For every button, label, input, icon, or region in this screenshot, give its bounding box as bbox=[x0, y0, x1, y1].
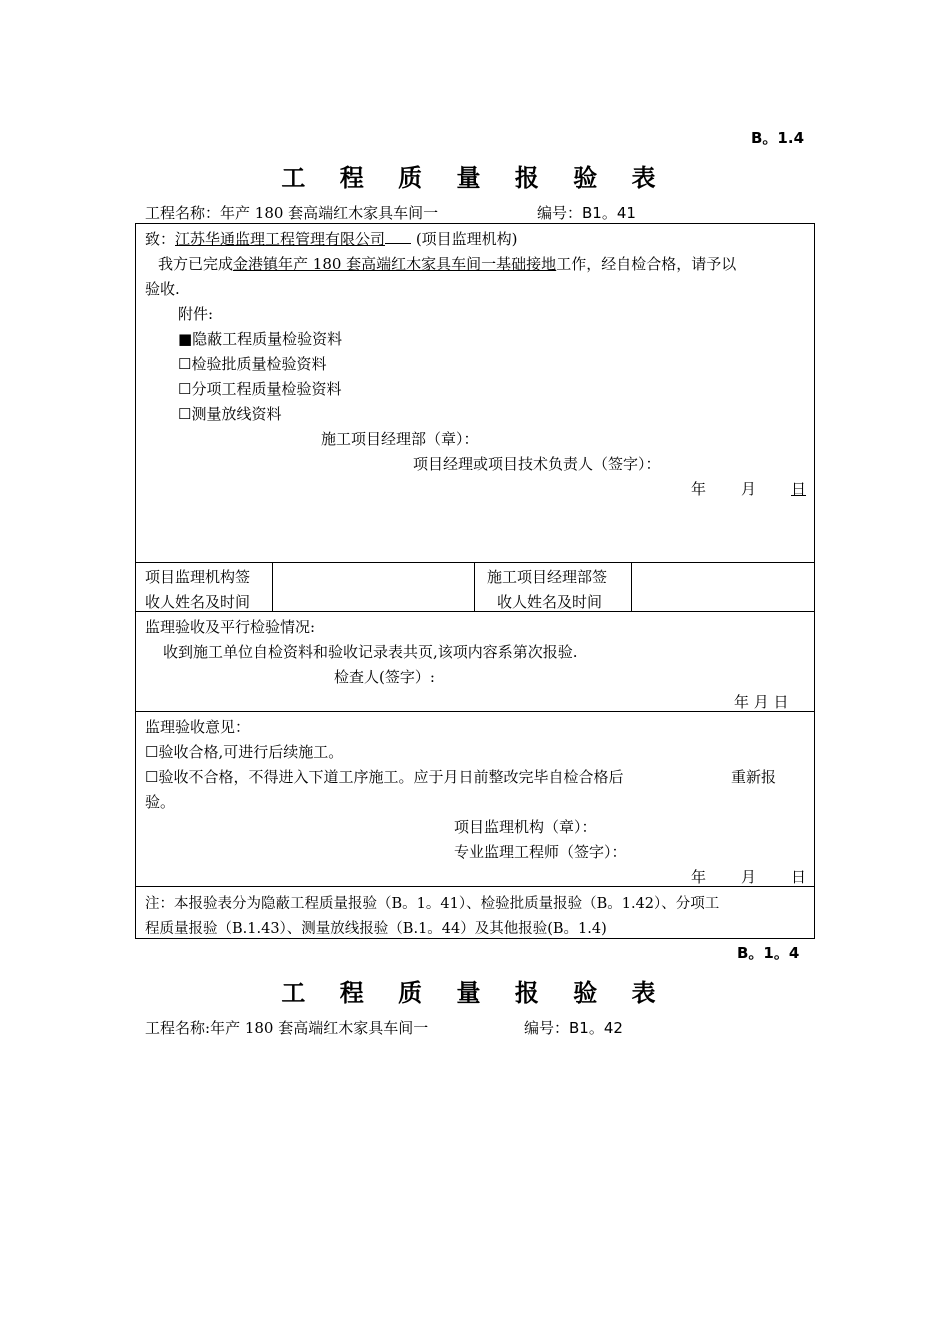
statement-line2: 验收. bbox=[145, 280, 180, 298]
supervisor-name: 江苏华通监理工程管理有限公司 bbox=[175, 230, 386, 248]
to-label: 致： bbox=[145, 230, 176, 248]
page-title: 工 程 质 量 报 验 表 bbox=[281, 164, 669, 192]
date-day: 日 bbox=[791, 480, 807, 498]
number-label-2: 编号： bbox=[524, 1019, 570, 1037]
option-fail-tail: 重新报 bbox=[731, 768, 777, 786]
project-name-line bbox=[145, 202, 438, 223]
attachment-sub-item: ☐分项工程质量检验资料 bbox=[178, 380, 342, 398]
option-fail-line2: 验。 bbox=[145, 793, 176, 811]
underline-gap bbox=[385, 233, 411, 244]
check-date: 年 月 日 bbox=[734, 693, 789, 711]
option-fail: ☐验收不合格，不得进入下道工序施工。应于月日前整改完毕自检合格后 bbox=[145, 768, 624, 786]
check-heading: 监理验收及平行检验情况: bbox=[145, 618, 316, 636]
opinion-date-year: 年 bbox=[691, 868, 707, 886]
addressee-line bbox=[145, 228, 518, 249]
project-name-line-2 bbox=[145, 1017, 428, 1038]
inspector-signature: 检查人(签字）: bbox=[334, 668, 435, 686]
page-title-2: 工 程 质 量 报 验 表 bbox=[281, 979, 669, 1007]
divider bbox=[474, 562, 475, 611]
manager-signature: 项目经理或项目技术负责人（签字）： bbox=[413, 455, 661, 473]
project-label-2: 工程名称: bbox=[145, 1019, 211, 1037]
supervisor-suffix: (项目监理机构) bbox=[415, 230, 518, 248]
project-name-2: 年产 180 套高端红木家具车间一 bbox=[210, 1019, 429, 1037]
contractor-receiver-label-2: 收人姓名及时间 bbox=[497, 593, 603, 611]
divider bbox=[272, 562, 273, 611]
attachment-inspection-lot: ☐检验批质量检验资料 bbox=[178, 355, 327, 373]
attachment-hidden-works: ■隐蔽工程质量检验资料 bbox=[178, 330, 343, 348]
number-value-2: B1。42 bbox=[569, 1019, 623, 1037]
form-code: B。1.4 bbox=[751, 129, 805, 147]
opinion-heading: 监理验收意见： bbox=[145, 718, 251, 736]
opinion-date-day: 日 bbox=[791, 868, 807, 886]
form-number bbox=[537, 202, 636, 223]
completion-statement bbox=[158, 253, 736, 274]
work-item: 金港镇年产 180 套高端红木家具车间一基础接地 bbox=[233, 255, 557, 273]
number-label: 编号： bbox=[537, 204, 583, 222]
org-seal: 项目监理机构（章）： bbox=[454, 818, 597, 836]
note-line-1: 注：本报验表分为隐蔽工程质量报验（B。1。41）、检验批质量报验（B。1.42）、分项工 bbox=[145, 896, 720, 912]
check-text: 收到施工单位自检资料和验收记录表共页,该项内容系第次报验. bbox=[163, 643, 578, 661]
attachments-label: 附件: bbox=[178, 305, 214, 323]
option-pass: ☐验收合格,可进行后续施工。 bbox=[145, 743, 344, 761]
number-value: B1。41 bbox=[582, 204, 636, 222]
supervisor-receiver-label-2: 收人姓名及时间 bbox=[145, 593, 251, 611]
date-month: 月 bbox=[741, 480, 757, 498]
divider bbox=[135, 886, 815, 887]
supervisor-receiver-label-1: 项目监理机构签 bbox=[145, 568, 251, 586]
dept-seal: 施工项目经理部（章）： bbox=[321, 430, 479, 448]
contractor-receiver-label-1: 施工项目经理部签 bbox=[487, 568, 608, 586]
divider bbox=[135, 711, 815, 712]
attachment-survey: ☐测量放线资料 bbox=[178, 405, 282, 423]
statement-prefix: 我方已完成 bbox=[158, 255, 234, 273]
form-number-2 bbox=[524, 1017, 623, 1038]
note-line-2: 程质量报验（B.1.43）、测量放线报验（B.1。44）及其他报验(B。1.4) bbox=[145, 921, 607, 937]
divider bbox=[631, 562, 632, 611]
opinion-date-month: 月 bbox=[741, 868, 757, 886]
divider bbox=[135, 562, 815, 563]
project-label: 工程名称： bbox=[145, 204, 221, 222]
statement-suffix: 工作，经自检合格，请予以 bbox=[556, 255, 737, 273]
form-code-2: B。1。4 bbox=[737, 944, 800, 962]
engineer-signature: 专业监理工程师（签字）： bbox=[454, 843, 627, 861]
project-name: 年产 180 套高端红木家具车间一 bbox=[220, 204, 439, 222]
date-year: 年 bbox=[691, 480, 707, 498]
